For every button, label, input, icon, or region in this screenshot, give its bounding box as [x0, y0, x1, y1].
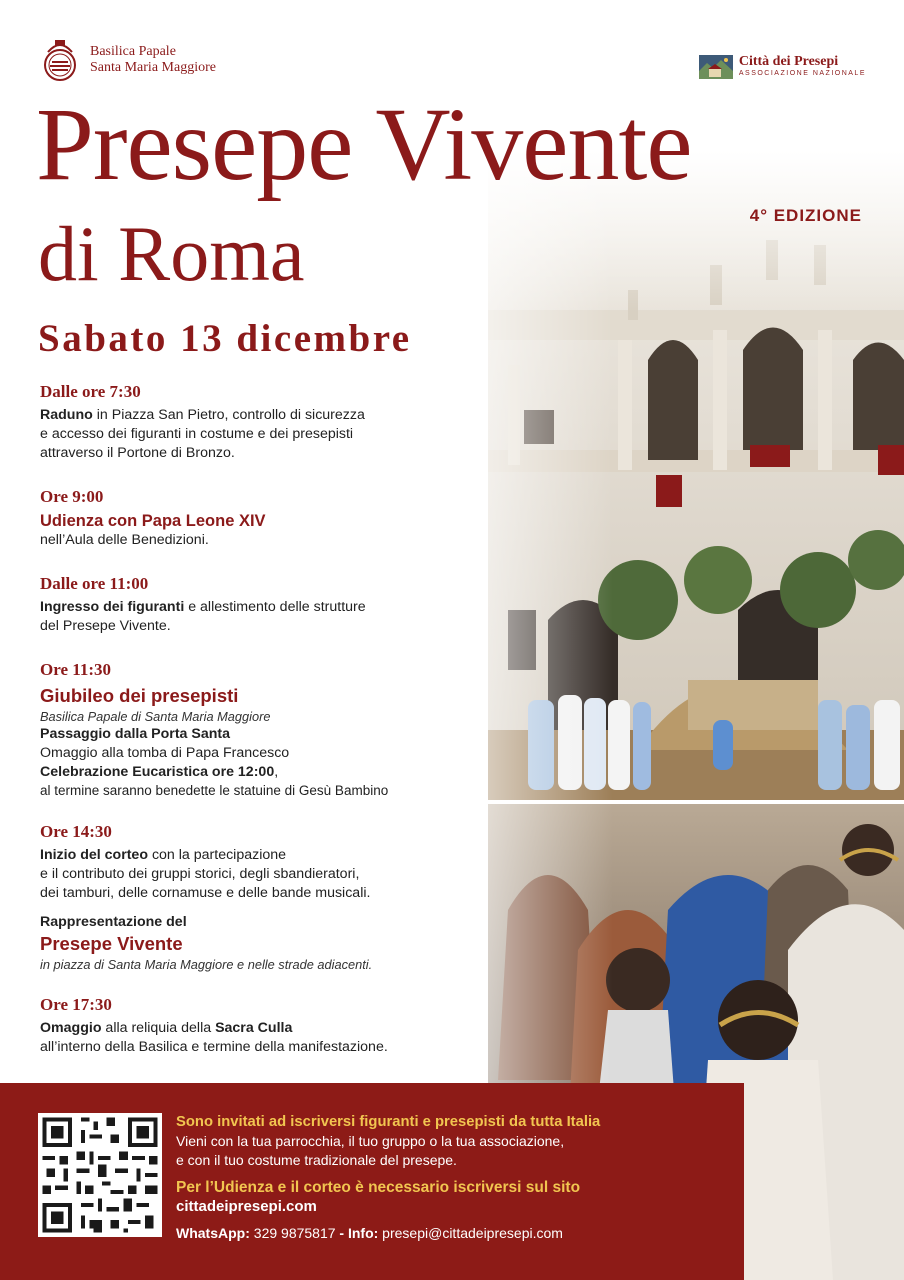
schedule-time: Ore 9:00: [40, 487, 104, 506]
footer-line1: Vieni con la tua parrocchia, il tuo gruppo o la tua associazione,: [176, 1133, 565, 1149]
schedule-text: attraverso il Portone di Bronzo.: [40, 445, 235, 461]
page-subtitle: di Roma: [38, 210, 305, 297]
schedule-bold: Ingresso dei figuranti: [40, 599, 185, 615]
schedule-italic: Basilica Papale di Santa Maria Maggiore: [40, 709, 271, 724]
footer-site-link[interactable]: cittadeipresepi.com: [176, 1198, 317, 1215]
whatsapp-number[interactable]: 329 9875817: [249, 1225, 336, 1241]
schedule-time: Dalle ore 7:30: [40, 382, 141, 401]
basilica-seal-icon: [38, 38, 82, 82]
schedule-text: alla reliquia della: [101, 1020, 216, 1036]
citta-dei-presepi-logo: [699, 54, 866, 79]
schedule-item: [40, 822, 480, 973]
footer-register: Per l’Udienza e il corteo è necessario iscriversi sul sito: [176, 1179, 581, 1196]
schedule-heading: Udienza con Papa Leone XIV: [40, 512, 266, 530]
schedule-text: e accesso dei figuranti in costume e dei presepisti: [40, 426, 354, 442]
basilica-logo-line2: Santa Maria Maggiore: [90, 60, 216, 75]
schedule-time: Ore 11:30: [40, 660, 111, 679]
info-label: - Info:: [335, 1225, 379, 1241]
schedule-item: [40, 995, 480, 1057]
nativity-logo-icon: [699, 55, 733, 79]
schedule-bold: Inizio del corteo: [40, 847, 148, 863]
footer-invite: Sono invitati ad iscriversi figuranti e presepisti da tutta Italia: [176, 1114, 601, 1130]
schedule-item: [40, 382, 480, 463]
citta-logo-line2: ASSOCIAZIONE NAZIONALE: [738, 70, 866, 77]
schedule-text: Omaggio alla tomba di Papa Francesco: [40, 745, 290, 761]
edition-badge: 4° EDIZIONE: [749, 206, 862, 225]
schedule-text: al termine saranno benedette le statuine di Gesù Bambino: [40, 783, 389, 798]
footer-banner: [0, 1083, 744, 1280]
schedule-heading: Giubileo dei presepisti: [40, 685, 239, 706]
schedule: [40, 382, 480, 1057]
schedule-time: Ore 14:30: [40, 822, 112, 841]
basilica-logo: [38, 38, 216, 82]
schedule-time: Ore 17:30: [40, 995, 112, 1014]
event-date: Sabato 13 dicembre: [38, 317, 412, 360]
schedule-bold: Omaggio: [40, 1020, 102, 1036]
schedule-text: e allestimento delle strutture: [184, 599, 366, 615]
schedule-bold: Sacra Culla: [215, 1020, 293, 1036]
footer-line2: e con il tuo costume tradizionale del presepe.: [176, 1152, 457, 1168]
schedule-bold: Raduno: [40, 407, 93, 423]
schedule-heading: Presepe Vivente: [40, 933, 183, 954]
schedule-item: [40, 660, 480, 800]
page-title: Presepe Vivente: [36, 87, 692, 202]
schedule-bold: Rappresentazione del: [40, 914, 187, 930]
schedule-text: con la partecipazione: [148, 847, 287, 863]
schedule-bold: Passaggio dalla Porta Santa: [40, 726, 231, 742]
schedule-text: all’interno della Basilica e termine della manifestazione.: [40, 1039, 388, 1055]
schedule-item: [40, 487, 480, 550]
schedule-text: e il contributo dei gruppi storici, degli sbandieratori,: [40, 866, 360, 882]
schedule-italic: in piazza di Santa Maria Maggiore e nelle strade adiacenti.: [40, 957, 373, 972]
whatsapp-label: WhatsApp:: [176, 1225, 250, 1241]
schedule-bold: Celebrazione Eucaristica ore 12:00: [40, 764, 275, 780]
schedule-text: nell’Aula delle Benedizioni.: [40, 532, 209, 548]
email-link[interactable]: presepi@cittadeipresepi.com: [378, 1225, 563, 1241]
citta-logo-line1: Città dei Presepi: [738, 54, 839, 69]
basilica-logo-line1: Basilica Papale: [90, 44, 176, 59]
schedule-item: [40, 574, 480, 636]
schedule-text: in Piazza San Pietro, controllo di sicurezza: [92, 407, 365, 423]
schedule-text: ,: [274, 764, 279, 780]
footer-contact: [176, 1223, 736, 1243]
schedule-time: Dalle ore 11:00: [40, 574, 149, 593]
qr-code-icon[interactable]: [38, 1113, 162, 1237]
schedule-text: dei tamburi, delle cornamuse e delle bande musicali.: [40, 885, 371, 901]
schedule-text: del Presepe Vivente.: [40, 618, 171, 634]
